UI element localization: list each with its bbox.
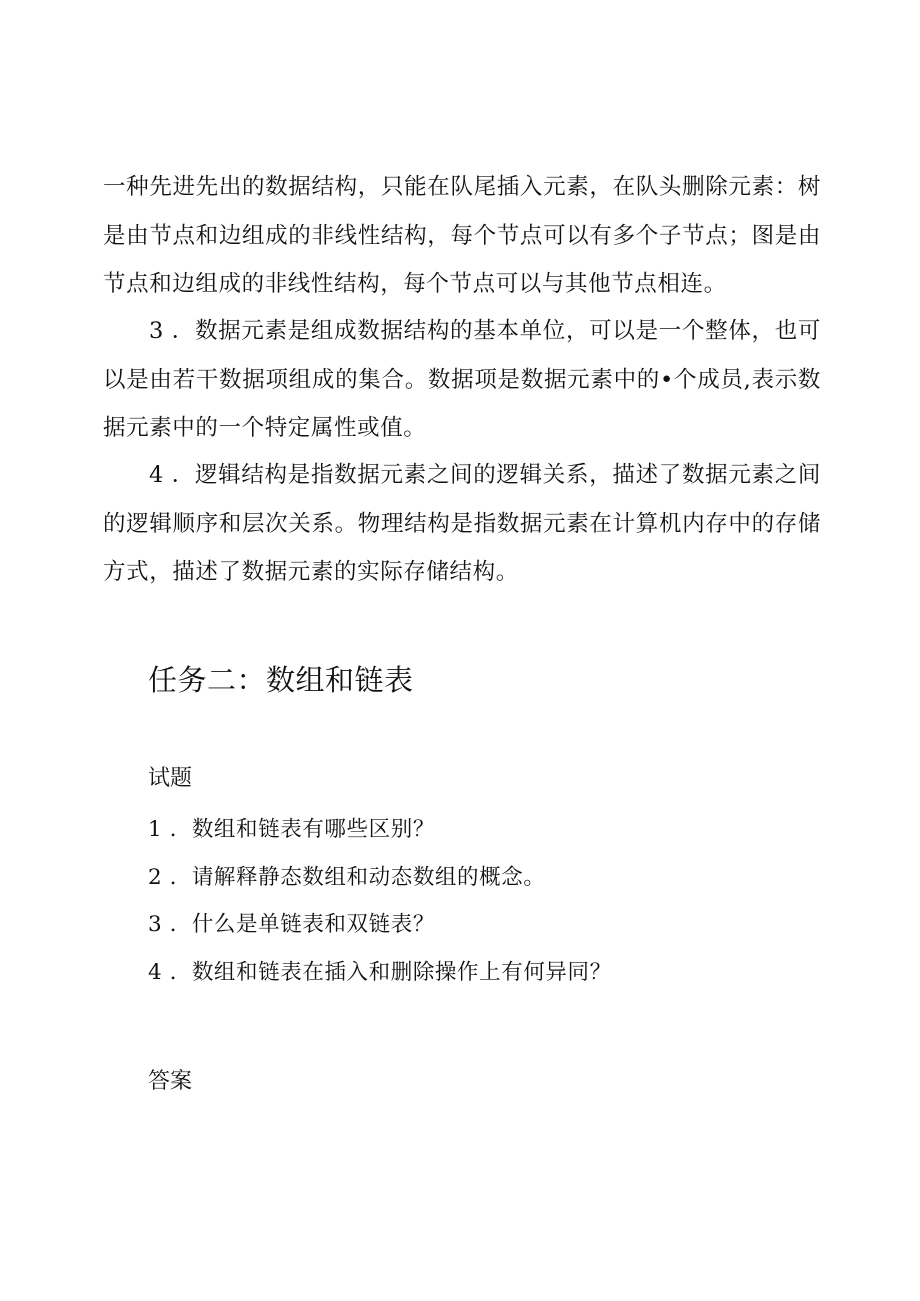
question-item: 2 ．请解释静态数组和动态数组的概念。 bbox=[148, 864, 546, 890]
paragraph-queue-tree-graph: 一种先进先出的数据结构，只能在队尾插入元素，在队头删除元素：树是由节点和边组成的非线性结构，每个节点可以有多个子节点；图是由节点和边组成的非线性结构，每个节点可以与其他节点相连。 bbox=[103, 174, 821, 297]
answers-label: 答案 bbox=[148, 1069, 193, 1094]
questions-label: 试题 bbox=[148, 766, 193, 791]
question-list bbox=[148, 806, 612, 996]
question-item: 3 ．什么是单链表和双链表？ bbox=[148, 912, 435, 937]
paragraph-data-element: 3 ．数据元素是组成数据结构的基本单位，可以是一个整体，也可以是由若干数据项组成的集合。数据项是数据元素中的•个成员,表示数据元素中的一个特定属性或值。 bbox=[103, 318, 821, 441]
question-item: 1 ．数组和链表有哪些区别？ bbox=[148, 817, 435, 842]
paragraph-logical-physical-structure: 4 ．逻辑结构是指数据元素之间的逻辑关系，描述了数据元素之间的逻辑顺序和层次关系。物理结构是指数据元素在计算机内存中的存储方式，描述了数据元素的实际存储结构。 bbox=[103, 462, 821, 585]
section-heading: 任务二：数组和链表 bbox=[148, 663, 414, 697]
question-item: 4 ．数组和链表在插入和删除操作上有何异同？ bbox=[148, 959, 612, 985]
